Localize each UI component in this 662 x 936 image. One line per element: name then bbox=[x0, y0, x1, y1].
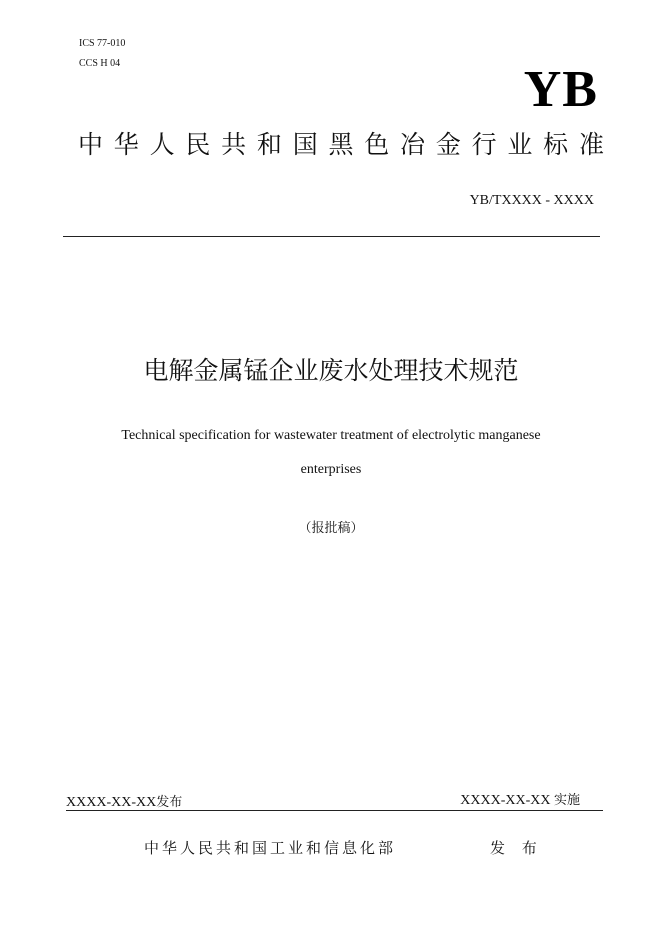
document-title-chinese: 电解金属锰企业废水处理技术规范 bbox=[143, 356, 519, 385]
header-divider bbox=[63, 236, 600, 237]
document-title-english-line1: Technical specification for wastewater treatment of electrolytic manganese bbox=[121, 428, 541, 443]
publisher-name: 中华人民共和国工业和信息化部 bbox=[144, 839, 397, 857]
document-title-english-line2: enterprises bbox=[300, 462, 362, 477]
standard-name-char: 和 bbox=[256, 130, 282, 159]
standard-name-char: 业 bbox=[507, 130, 533, 159]
standard-name-char: 国 bbox=[292, 130, 318, 159]
implementation-date-line bbox=[460, 792, 580, 810]
publish-word: 发 布 bbox=[490, 839, 543, 857]
yb-logo: YB bbox=[523, 61, 598, 118]
ics-code: ICS 77-010 bbox=[79, 38, 126, 49]
standard-name-char: 人 bbox=[149, 130, 175, 159]
standard-name-char: 准 bbox=[578, 130, 604, 159]
standard-name-char: 金 bbox=[435, 130, 461, 159]
issue-label: 发布 bbox=[156, 795, 183, 810]
standard-name-char: 标 bbox=[543, 130, 569, 159]
standard-name-char: 色 bbox=[364, 130, 390, 159]
implementation-date: XXXX-XX-XX bbox=[460, 793, 551, 808]
draft-status: （报批稿） bbox=[298, 521, 364, 536]
standard-category-name bbox=[78, 130, 604, 160]
footer-divider bbox=[66, 810, 603, 811]
standard-name-char: 黑 bbox=[328, 130, 354, 159]
issue-date: XXXX-XX-XX bbox=[66, 795, 157, 810]
standard-name-char: 冶 bbox=[400, 130, 426, 159]
standard-name-char: 行 bbox=[471, 130, 497, 159]
standard-name-char: 共 bbox=[221, 130, 247, 159]
implementation-label: 实施 bbox=[553, 793, 580, 808]
standard-number: YB/TXXXX - XXXX bbox=[469, 193, 594, 208]
standard-name-char: 华 bbox=[113, 130, 139, 159]
standard-name-char: 民 bbox=[185, 130, 211, 159]
ccs-code: CCS H 04 bbox=[79, 58, 121, 69]
standard-name-char: 中 bbox=[78, 130, 104, 159]
